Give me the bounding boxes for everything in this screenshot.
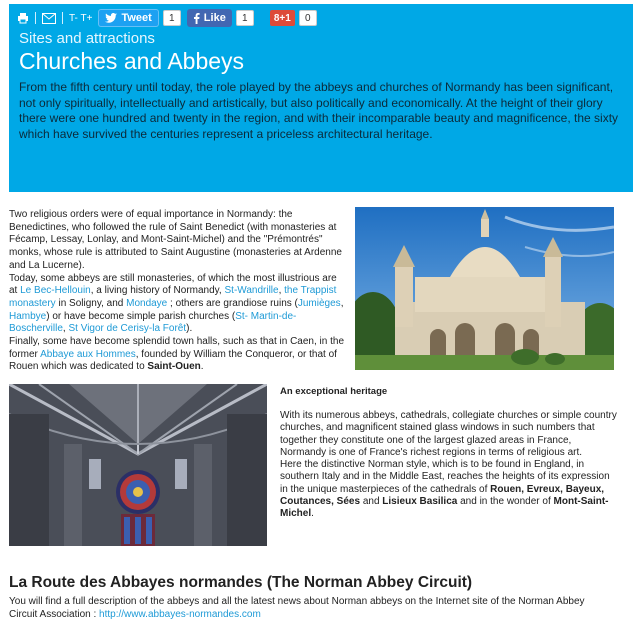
tweet-button[interactable] [98, 9, 158, 27]
bold-mont-saint-michel: Mont-Saint-Michel [280, 496, 609, 520]
text-run: Here the distinctive Norman style, which is to be found in England, in southern Italy and in the Middle East, reaches the heights of its expression in the unique masterpieces of the cathedrals of [280, 459, 610, 495]
like-share [187, 9, 254, 27]
section-kicker: Sites and attractions [19, 30, 155, 47]
bold-lisieux-basilica: Lisieux Basilica [382, 496, 458, 508]
text-run: and in the wonder of [457, 496, 554, 508]
header-panel [9, 4, 633, 192]
link-le-bec-hellouin[interactable]: Le Bec-Hellouin [20, 285, 91, 297]
like-button[interactable] [187, 9, 232, 27]
twitter-bird-icon [105, 13, 117, 23]
link-abbaye-aux-hommes[interactable]: Abbaye aux Hommes [40, 348, 136, 360]
text-run: Two religious orders were of equal importance in Normandy: the Benedictines, who followed the rule of Saint Benedict (with monasteries at Fécamp, Lessay, Lonlay, and Mont-Saint-Michel) and the "Prémontrés" monks, whose rule is attributed to Saint Augustine (monasteries at Ardenne and La Lucerne). [9, 209, 342, 271]
tweet-count: 1 [163, 10, 181, 26]
heritage-heading: An exceptional heritage [280, 386, 388, 397]
basilica-photo [355, 207, 614, 370]
gplus-share [270, 9, 317, 27]
toolbar-divider [62, 12, 63, 24]
facebook-f-icon [193, 13, 200, 24]
gplus-count: 0 [299, 10, 317, 26]
text-run: and [360, 496, 383, 508]
text-run: , [340, 297, 344, 309]
bold-cathedrals: Rouen, Evreux, Bayeux, Coutances, Sées [280, 483, 605, 508]
link-st-martin-de-boscherville[interactable]: St- Martin-de-Boscherville [9, 310, 297, 335]
text-run: ; others are grandiose ruins ( [167, 297, 298, 309]
text-run: . [311, 508, 314, 520]
bold-saint-ouen: Saint-Ouen [147, 361, 201, 373]
gplus-button[interactable]: 8+1 [270, 10, 295, 26]
abbayes-normandes-link[interactable]: http://www.abbayes-normandes.com [99, 608, 261, 620]
text-run: ). [186, 323, 193, 335]
route-text [9, 596, 609, 621]
email-icon[interactable] [42, 13, 56, 24]
tweet-share [98, 9, 180, 27]
print-icon[interactable] [17, 12, 29, 24]
link-mondaye[interactable]: Mondaye [126, 297, 168, 309]
tweet-label: Tweet [121, 12, 152, 24]
text-run: Finally, some have become splendid town halls, such as that in Caen, in the former [9, 336, 344, 360]
link-jumieges[interactable]: Jumièges [297, 297, 341, 309]
text-run: You will find a full description of the abbeys and all the latest news about Norman abbeys on the Internet site of the Norman Abbey Circuit Association : [9, 596, 585, 620]
like-count: 1 [236, 10, 254, 26]
toolbar-divider [35, 12, 36, 24]
link-st-wandrille[interactable]: St-Wandrille [224, 285, 279, 297]
text-size-toggle[interactable]: T- T+ [69, 12, 93, 24]
link-st-vigor-de-cerisy[interactable]: St Vigor de Cerisy-la Forêt [68, 323, 187, 335]
link-trappist-monastery[interactable]: the Trappist monastery [9, 285, 337, 309]
heritage-text [280, 410, 620, 521]
text-run: , a living history of Normandy, [90, 285, 225, 297]
text-run: , founded by William the Conqueror, or that of Rouen which was dedicated to [9, 348, 337, 373]
cathedral-nave-photo [9, 384, 267, 546]
text-run: , [278, 285, 285, 297]
text-run: in Soligny, and [55, 297, 127, 309]
intro-paragraph: From the fifth century until today, the role played by the abbeys and churches of Normandy has been significant, not only spiritually, intellectually and artistically, but also politically and economically. At the height of their glory there were one hundred and twenty in the region, and with their incomparable beauty and magnificence, the sixty which have survived the centuries represent a priceless architectural heritage. [19, 80, 619, 141]
page-title: Churches and Abbeys [19, 48, 245, 74]
like-label: Like [203, 12, 226, 24]
text-run: ) or have become simple parish churches ( [46, 310, 236, 322]
text-run: With its numerous abbeys, cathedrals, collegiate churches or simple country churches, and magnificent stained glass windows in such numbers that together they constitute one of the largest glazed areas in France, Normandy is one of France's richest regions in terms of religious art. [280, 410, 617, 458]
text-run: , [62, 323, 69, 335]
religious-orders-text [9, 209, 345, 374]
link-hambye[interactable]: Hambye [9, 310, 47, 322]
share-toolbar [17, 7, 317, 29]
text-run: Today, some abbeys are still monasteries, of which the most illustrious are at [9, 272, 337, 297]
route-title: La Route des Abbayes normandes (The Norman Abbey Circuit) [9, 574, 473, 591]
text-run: . [200, 361, 204, 373]
